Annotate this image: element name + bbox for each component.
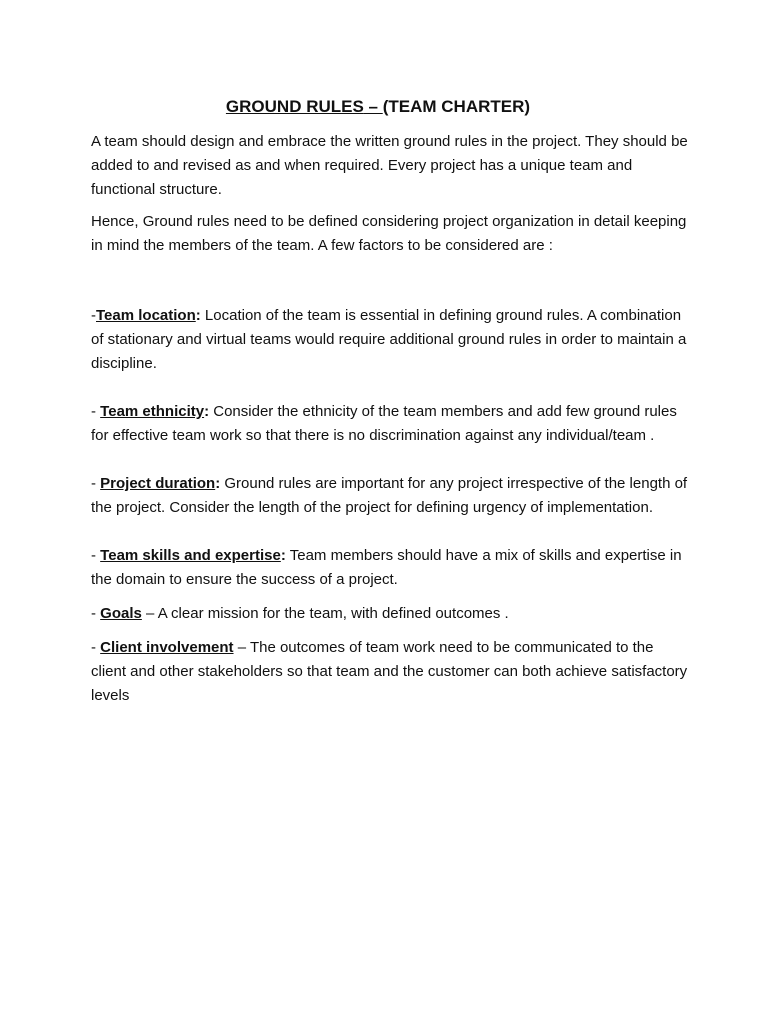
item-label: Team skills and expertise — [100, 547, 281, 564]
factor-team-location — [91, 304, 691, 376]
factor-team-ethnicity — [91, 400, 691, 448]
item-text: Consider the ethnicity of the team members and add few ground rules for effective team work so that there is no discrimination against any individual/team . — [91, 403, 677, 444]
item-separator: : — [215, 475, 221, 492]
title-main-text: GROUND RULES — [225, 97, 364, 116]
item-prefix: - — [91, 639, 101, 656]
document-title — [91, 96, 691, 118]
item-text: – The outcomes of team work need to be communicated to the client and other stakeholders so that team and the customer can both achieve satisfactory levels — [91, 639, 688, 704]
item-text: – A clear mission for the team, with defined outcomes . — [141, 605, 509, 622]
item-label: Client involvement — [100, 639, 234, 656]
item-label: Team location — [96, 307, 196, 324]
title-main — [226, 97, 383, 116]
item-separator: : — [195, 307, 201, 324]
item-text: Ground rules are important for any project irrespective of the length of the project. Consider the length of the project for defining urgency of implementation. — [91, 475, 688, 516]
item-text: Location of the team is essential in defining ground rules. A combination of stationary and virtual teams would require additional ground rules in order to maintain a discipline. — [91, 307, 687, 372]
item-prefix: - — [91, 547, 101, 564]
title-dash: – — [363, 97, 383, 116]
item-label: Goals — [100, 605, 142, 622]
intro-paragraph-2: Hence, Ground rules need to be defined considering project organization in detail keeping in mind the members of the team. A few factors to be considered are : — [91, 213, 687, 254]
item-label: Team ethnicity — [100, 403, 205, 420]
factor-team-skills — [91, 544, 691, 592]
item-prefix: - — [91, 307, 96, 324]
title-sub: (TEAM CHARTER) — [382, 97, 531, 116]
factor-client-involvement — [91, 636, 691, 708]
item-label: Project duration — [100, 475, 216, 492]
factor-project-duration — [91, 472, 691, 520]
item-separator: : — [280, 547, 286, 564]
item-prefix: - — [91, 605, 101, 622]
item-prefix: - — [91, 475, 101, 492]
item-prefix: - — [91, 403, 101, 420]
item-separator: : — [204, 403, 210, 420]
document-page — [91, 96, 691, 732]
factor-goals — [91, 602, 691, 626]
item-text: Team members should have a mix of skills and expertise in the domain to ensure the success of a project. — [91, 547, 682, 588]
intro-paragraph-1: A team should design and embrace the written ground rules in the project. They should be added to and revised as and when required. Every project has a unique team and functional structure. — [91, 133, 688, 198]
